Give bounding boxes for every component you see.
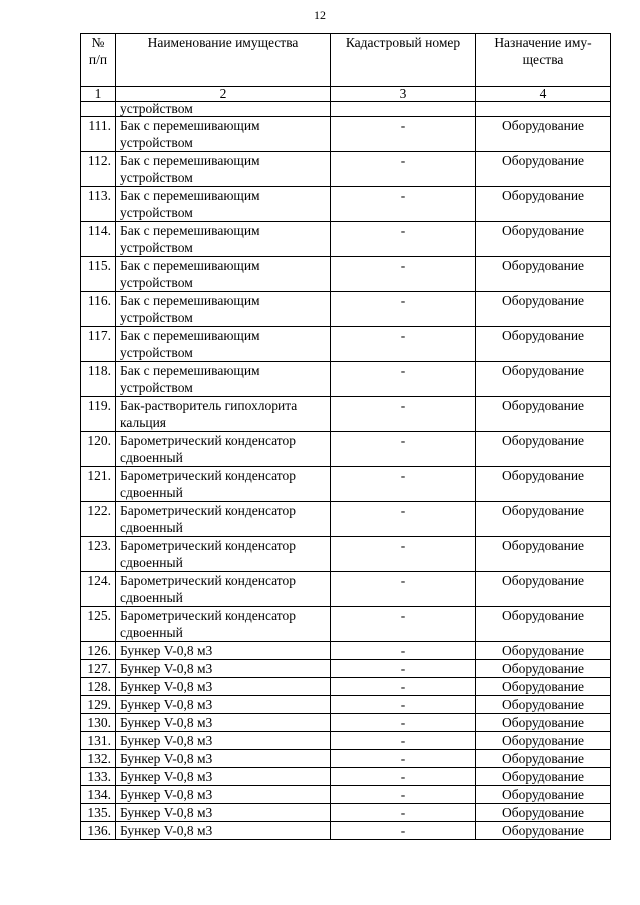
row-number: 131. (81, 732, 116, 750)
property-purpose: Оборудование (476, 502, 611, 537)
property-purpose: Оборудование (476, 187, 611, 222)
property-purpose: Оборудование (476, 572, 611, 607)
row-number: 124. (81, 572, 116, 607)
table-row (81, 467, 611, 502)
table-row (81, 786, 611, 804)
cadastral-number: - (331, 362, 476, 397)
table-row (81, 714, 611, 732)
table-row (81, 432, 611, 467)
cadastral-number: - (331, 187, 476, 222)
table-row (81, 750, 611, 768)
property-name: Барометрический конденсатор сдвоенный (116, 607, 331, 642)
row-number: 133. (81, 768, 116, 786)
table-row (81, 678, 611, 696)
cadastral-number: - (331, 768, 476, 786)
cadastral-number: - (331, 786, 476, 804)
cadastral-number: - (331, 642, 476, 660)
table-row (81, 292, 611, 327)
continued-name: устройством (116, 102, 331, 117)
cadastral-number: - (331, 822, 476, 840)
row-number: 117. (81, 327, 116, 362)
cadastral-number: - (331, 117, 476, 152)
property-name: Барометрический конденсатор сдвоенный (116, 537, 331, 572)
row-number: 126. (81, 642, 116, 660)
table-row (81, 732, 611, 750)
property-name: Барометрический конденсатор сдвоенный (116, 502, 331, 537)
header-purpose: Назначение иму-щества (476, 34, 611, 87)
property-purpose: Оборудование (476, 660, 611, 678)
cadastral-number: - (331, 732, 476, 750)
property-name: Бункер V-0,8 м3 (116, 642, 331, 660)
table-row (81, 537, 611, 572)
property-name: Барометрический конденсатор сдвоенный (116, 467, 331, 502)
property-name: Бак с перемешивающим устройством (116, 152, 331, 187)
cadastral-number: - (331, 292, 476, 327)
row-number: 123. (81, 537, 116, 572)
cadastral-number: - (331, 804, 476, 822)
property-purpose: Оборудование (476, 642, 611, 660)
table-row (81, 152, 611, 187)
property-purpose: Оборудование (476, 678, 611, 696)
continued-purpose (476, 102, 611, 117)
property-purpose: Оборудование (476, 696, 611, 714)
row-number: 125. (81, 607, 116, 642)
property-purpose: Оборудование (476, 786, 611, 804)
row-number: 129. (81, 696, 116, 714)
property-name: Бак с перемешивающим устройством (116, 222, 331, 257)
table-row (81, 696, 611, 714)
row-number: 115. (81, 257, 116, 292)
property-purpose: Оборудование (476, 327, 611, 362)
property-purpose: Оборудование (476, 397, 611, 432)
property-purpose: Оборудование (476, 768, 611, 786)
table-row (81, 117, 611, 152)
property-purpose: Оборудование (476, 257, 611, 292)
property-name: Бункер V-0,8 м3 (116, 786, 331, 804)
property-purpose: Оборудование (476, 714, 611, 732)
table-row (81, 187, 611, 222)
cadastral-number: - (331, 696, 476, 714)
row-number: 113. (81, 187, 116, 222)
property-purpose: Оборудование (476, 750, 611, 768)
table-row (81, 222, 611, 257)
property-purpose: Оборудование (476, 537, 611, 572)
cadastral-number: - (331, 432, 476, 467)
property-name: Бункер V-0,8 м3 (116, 822, 331, 840)
property-purpose: Оборудование (476, 152, 611, 187)
cadastral-number: - (331, 660, 476, 678)
property-purpose: Оборудование (476, 822, 611, 840)
table-row (81, 607, 611, 642)
row-number: 114. (81, 222, 116, 257)
cadastral-number: - (331, 714, 476, 732)
row-number: 120. (81, 432, 116, 467)
page-number: 12 (314, 8, 326, 22)
row-number: 111. (81, 117, 116, 152)
property-name: Бак с перемешивающим устройством (116, 257, 331, 292)
table-row (81, 572, 611, 607)
header-row (81, 34, 611, 87)
table-row (81, 768, 611, 786)
property-name: Бак с перемешивающим устройством (116, 327, 331, 362)
property-purpose: Оборудование (476, 467, 611, 502)
row-number: 112. (81, 152, 116, 187)
column-index: 4 (476, 87, 611, 102)
row-number: 121. (81, 467, 116, 502)
table-row (81, 397, 611, 432)
property-purpose: Оборудование (476, 222, 611, 257)
table-row (81, 660, 611, 678)
row-number: 127. (81, 660, 116, 678)
row-number: 116. (81, 292, 116, 327)
row-number: 135. (81, 804, 116, 822)
property-name: Бак с перемешивающим устройством (116, 362, 331, 397)
property-name: Бункер V-0,8 м3 (116, 804, 331, 822)
property-name: Бункер V-0,8 м3 (116, 660, 331, 678)
cadastral-number: - (331, 222, 476, 257)
property-purpose: Оборудование (476, 432, 611, 467)
table-row (81, 804, 611, 822)
cadastral-number: - (331, 537, 476, 572)
cadastral-number: - (331, 467, 476, 502)
property-table (80, 33, 611, 840)
cadastral-number: - (331, 572, 476, 607)
cadastral-number: - (331, 257, 476, 292)
property-name: Барометрический конденсатор сдвоенный (116, 572, 331, 607)
header-cadastral: Кадастровый номер (331, 34, 476, 87)
property-purpose: Оборудование (476, 804, 611, 822)
cadastral-number: - (331, 502, 476, 537)
property-name: Барометрический конденсатор сдвоенный (116, 432, 331, 467)
row-number: 134. (81, 786, 116, 804)
cadastral-number: - (331, 327, 476, 362)
cadastral-number: - (331, 678, 476, 696)
row-number: 118. (81, 362, 116, 397)
cadastral-number: - (331, 397, 476, 432)
row-number: 130. (81, 714, 116, 732)
header-no: № п/п (81, 34, 116, 87)
continued-row (81, 102, 611, 117)
table-row (81, 642, 611, 660)
row-number: 132. (81, 750, 116, 768)
property-name: Бункер V-0,8 м3 (116, 768, 331, 786)
column-index: 1 (81, 87, 116, 102)
property-name: Бак-растворитель гипохлорита кальция (116, 397, 331, 432)
cadastral-number: - (331, 607, 476, 642)
property-purpose: Оборудование (476, 607, 611, 642)
table-row (81, 257, 611, 292)
column-index-row (81, 87, 611, 102)
cadastral-number: - (331, 750, 476, 768)
property-purpose: Оборудование (476, 732, 611, 750)
row-number: 122. (81, 502, 116, 537)
row-number: 128. (81, 678, 116, 696)
property-name: Бункер V-0,8 м3 (116, 678, 331, 696)
continued-no (81, 102, 116, 117)
property-name: Бак с перемешивающим устройством (116, 117, 331, 152)
property-purpose: Оборудование (476, 362, 611, 397)
column-index: 2 (116, 87, 331, 102)
property-name: Бункер V-0,8 м3 (116, 732, 331, 750)
row-number: 119. (81, 397, 116, 432)
property-name: Бак с перемешивающим устройством (116, 292, 331, 327)
continued-cad (331, 102, 476, 117)
property-name: Бункер V-0,8 м3 (116, 714, 331, 732)
property-name: Бункер V-0,8 м3 (116, 696, 331, 714)
column-index: 3 (331, 87, 476, 102)
property-name: Бункер V-0,8 м3 (116, 750, 331, 768)
property-purpose: Оборудование (476, 117, 611, 152)
table-row (81, 502, 611, 537)
cadastral-number: - (331, 152, 476, 187)
property-name: Бак с перемешивающим устройством (116, 187, 331, 222)
table-row (81, 362, 611, 397)
row-number: 136. (81, 822, 116, 840)
header-name: Наименование имущества (116, 34, 331, 87)
property-purpose: Оборудование (476, 292, 611, 327)
table-row (81, 327, 611, 362)
table-row (81, 822, 611, 840)
